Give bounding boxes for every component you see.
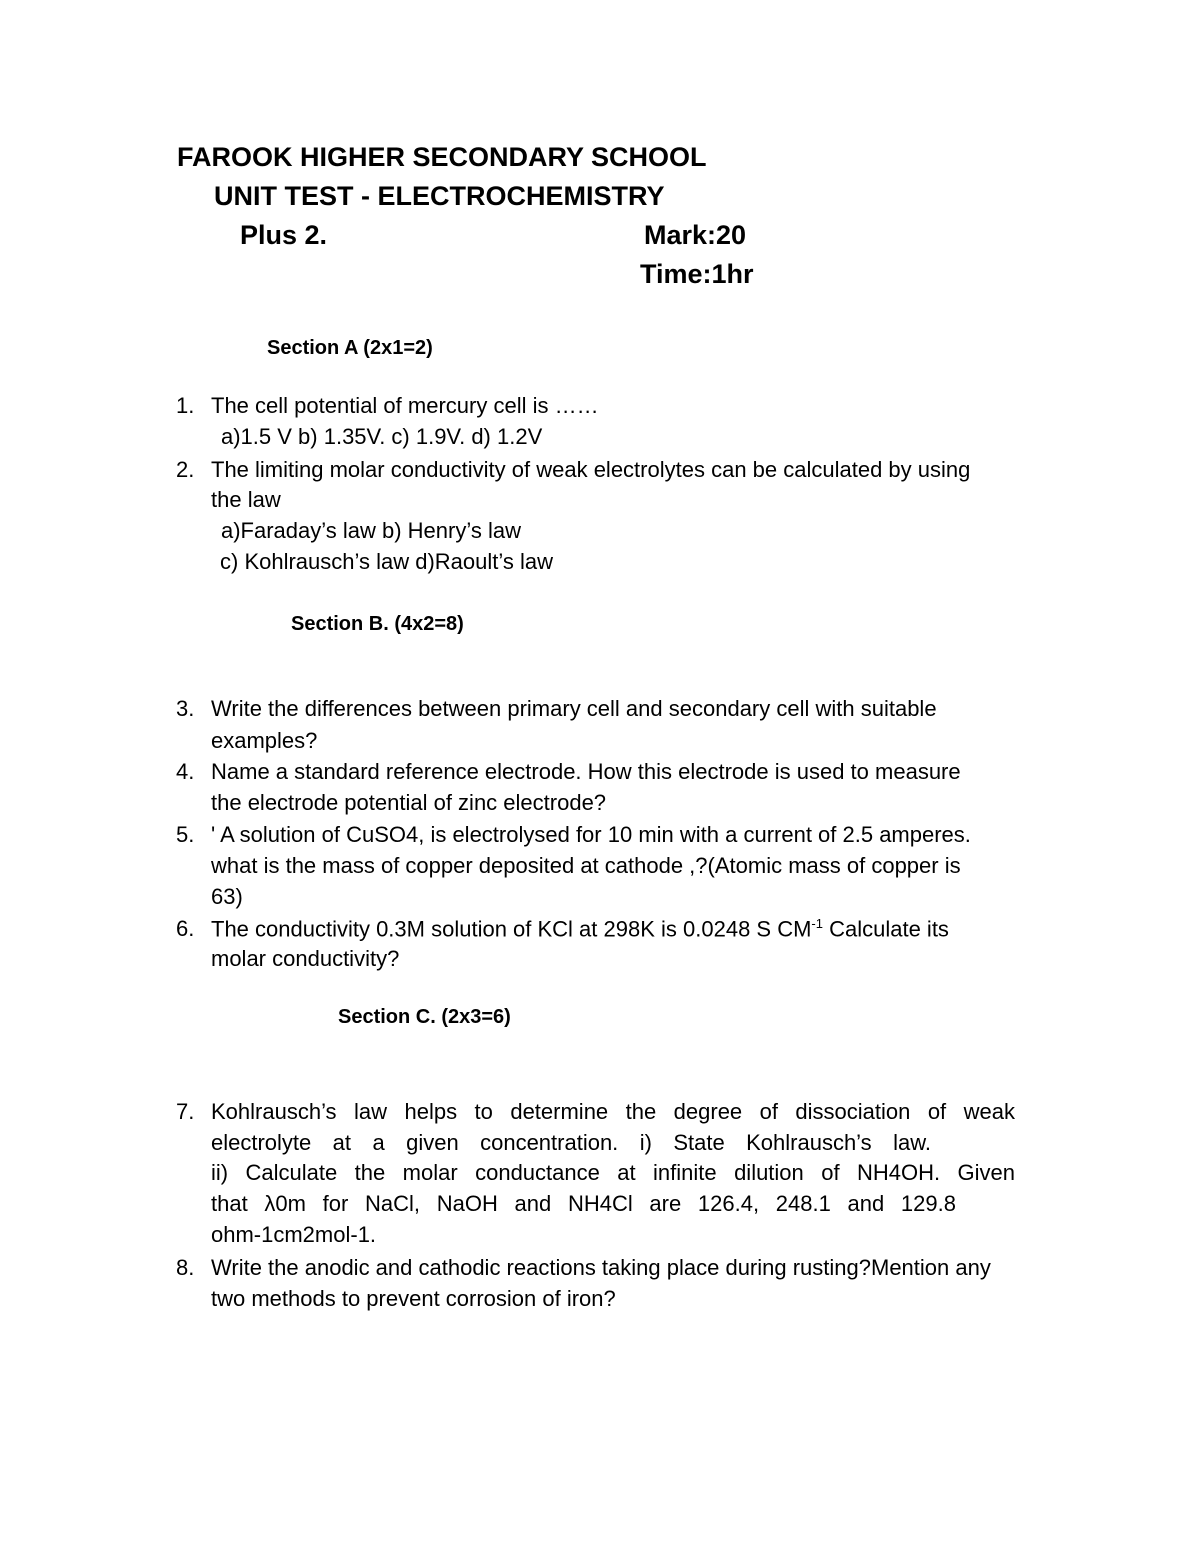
question-8-line: Write the anodic and cathodic reactions taking place during rusting?Mention any xyxy=(211,1255,991,1280)
question-number: 3. xyxy=(176,696,195,721)
question-7-line: electrolyte at a given concentration. i) State Kohlrausch’s law. xyxy=(211,1130,931,1155)
total-marks: Mark:20 xyxy=(644,220,747,250)
question-6-text-a: The conductivity 0.3M solution of KCl at 298K is 0.0248 S CM xyxy=(211,916,812,942)
question-number: 1. xyxy=(176,393,195,418)
question-6-line: molar conductivity? xyxy=(211,946,400,971)
question-1-options: a)1.5 V b) 1.35V. c) 1.9V. d) 1.2V xyxy=(221,424,543,449)
question-number: 8. xyxy=(176,1255,195,1280)
test-title: UNIT TEST - ELECTROCHEMISTRY xyxy=(214,181,665,211)
section-a-title: Section A (2x1=2) xyxy=(267,337,433,359)
question-2-line: the law xyxy=(211,487,281,512)
question-6-line xyxy=(211,916,949,942)
question-4-line: Name a standard reference electrode. How this electrode is used to measure xyxy=(211,759,961,784)
class-label: Plus 2. xyxy=(240,220,328,250)
question-2-options: c) Kohlrausch’s law d)Raoult’s law xyxy=(220,549,553,574)
question-number: 2. xyxy=(176,457,195,482)
question-7-line: ohm-1cm2mol-1. xyxy=(211,1222,377,1247)
question-number: 4. xyxy=(176,759,195,784)
time-allowed: Time:1hr xyxy=(640,259,754,289)
question-8-line: two methods to prevent corrosion of iron? xyxy=(211,1286,616,1311)
school-name: FAROOK HIGHER SECONDARY SCHOOL xyxy=(177,142,707,172)
superscript: -1 xyxy=(811,916,823,931)
question-3-line: Write the differences between primary cell and secondary cell with suitable xyxy=(211,696,937,721)
question-5-line: 63) xyxy=(211,884,243,909)
section-c-title: Section C. (2x3=6) xyxy=(338,1006,511,1028)
question-2-options: a)Faraday’s law b) Henry’s law xyxy=(221,518,521,543)
question-7-line: Kohlrausch’s law helps to determine the degree of dissociation of weak xyxy=(211,1099,1015,1124)
question-4-line: the electrode potential of zinc electrode? xyxy=(211,790,607,815)
question-number: 7. xyxy=(176,1099,195,1124)
question-2-line: The limiting molar conductivity of weak electrolytes can be calculated by using xyxy=(211,457,971,482)
question-6-text-b: Calculate its xyxy=(822,916,949,942)
question-5-line: what is the mass of copper deposited at cathode ,?(Atomic mass of copper is xyxy=(211,853,961,878)
question-3-line: examples? xyxy=(211,728,318,753)
question-7-line: that λ0m for NaCl, NaOH and NH4Cl are 126.4, 248.1 and 129.8 xyxy=(211,1191,956,1216)
section-b-title: Section B. (4x2=8) xyxy=(291,613,464,635)
question-7-line: ii) Calculate the molar conductance at infinite dilution of NH4OH. Given xyxy=(211,1160,1015,1185)
question-1-text: The cell potential of mercury cell is …… xyxy=(211,393,599,418)
question-number: 6. xyxy=(176,916,195,941)
question-number: 5. xyxy=(176,822,195,847)
question-5-line: ' A solution of CuSO4, is electrolysed for 10 min with a current of 2.5 amperes. xyxy=(211,822,971,847)
